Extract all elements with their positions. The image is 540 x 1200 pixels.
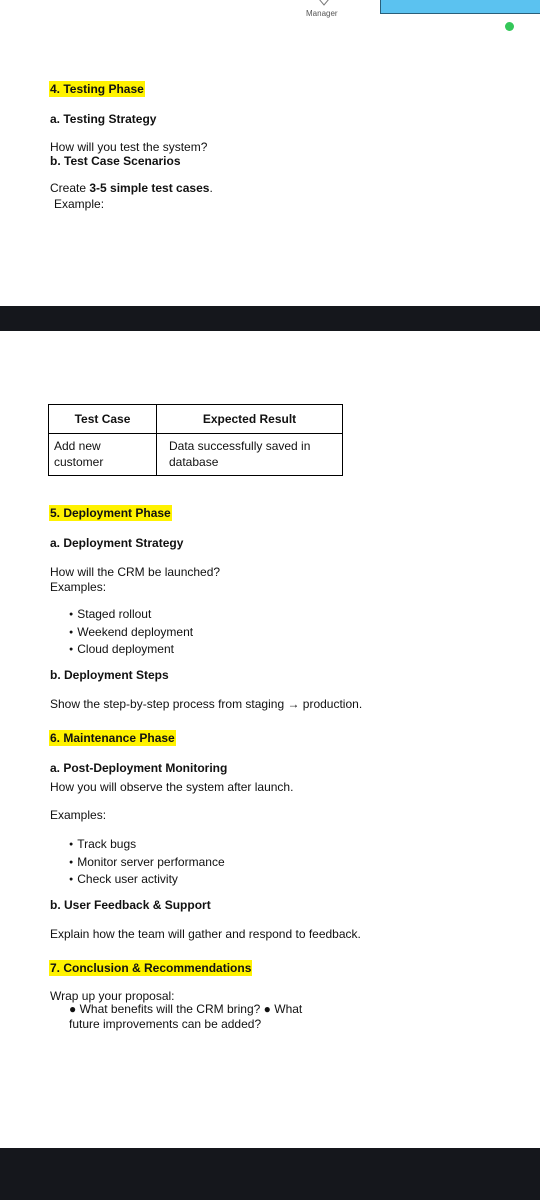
user-feedback-title: b. User Feedback & Support bbox=[50, 898, 211, 912]
testing-strategy-text: How will you test the system? bbox=[50, 140, 208, 154]
test-case-scenarios-title: b. Test Case Scenarios bbox=[50, 154, 181, 168]
manager-label: Manager bbox=[306, 9, 338, 18]
example-label: Example: bbox=[54, 197, 105, 211]
bottom-bar bbox=[0, 1148, 540, 1200]
deployment-steps-title: b. Deployment Steps bbox=[50, 668, 169, 682]
list-item: ● Monitor server performance bbox=[69, 855, 225, 873]
create-test-cases-text: Create 3-5 simple test cases. bbox=[50, 181, 213, 195]
page-separator bbox=[0, 306, 540, 331]
list-item: ● Track bugs bbox=[69, 837, 225, 855]
conclusion-line-2: future improvements can be added? bbox=[69, 1017, 262, 1031]
top-strip bbox=[0, 0, 540, 20]
monitoring-text: How you will observe the system after launch. bbox=[50, 780, 294, 794]
test-case-table bbox=[48, 404, 343, 476]
person-icon bbox=[318, 0, 330, 4]
deployment-steps-text: Show the step-by-step process from staging → production. bbox=[50, 697, 363, 711]
conclusion-intro: Wrap up your proposal: bbox=[50, 989, 175, 1003]
video-panel bbox=[380, 0, 540, 14]
table-header-expected-result: Expected Result bbox=[157, 405, 343, 434]
table-cell-test-case: Add new customer bbox=[49, 434, 157, 476]
deployment-examples-label: Examples: bbox=[50, 580, 107, 594]
user-feedback-text: Explain how the team will gather and respond to feedback. bbox=[50, 927, 361, 941]
deployment-strategy-title: a. Deployment Strategy bbox=[50, 536, 184, 550]
deployment-strategy-text: How will the CRM be launched? bbox=[50, 565, 221, 579]
maintenance-examples-label: Examples: bbox=[50, 808, 107, 822]
section5-heading: 5. Deployment Phase bbox=[50, 506, 171, 520]
list-item: ● Weekend deployment bbox=[69, 625, 193, 643]
section4-heading: 4. Testing Phase bbox=[50, 82, 144, 96]
table-row bbox=[49, 434, 343, 476]
deployment-bullet-list bbox=[69, 607, 193, 660]
testing-strategy-title: a. Testing Strategy bbox=[50, 112, 157, 126]
table-cell-expected-result: Data successfully saved in database bbox=[157, 434, 343, 476]
list-item: ● Cloud deployment bbox=[69, 642, 193, 660]
maintenance-bullet-list bbox=[69, 837, 225, 890]
online-status-dot bbox=[505, 22, 514, 31]
section6-heading: 6. Maintenance Phase bbox=[50, 731, 175, 745]
conclusion-line-1: ● What benefits will the CRM bring? ● What bbox=[69, 1002, 303, 1016]
monitoring-title: a. Post-Deployment Monitoring bbox=[50, 761, 228, 775]
table-header-test-case: Test Case bbox=[49, 405, 157, 434]
list-item: ● Check user activity bbox=[69, 872, 225, 890]
section7-heading: 7. Conclusion & Recommendations bbox=[50, 961, 252, 975]
list-item: ● Staged rollout bbox=[69, 607, 193, 625]
